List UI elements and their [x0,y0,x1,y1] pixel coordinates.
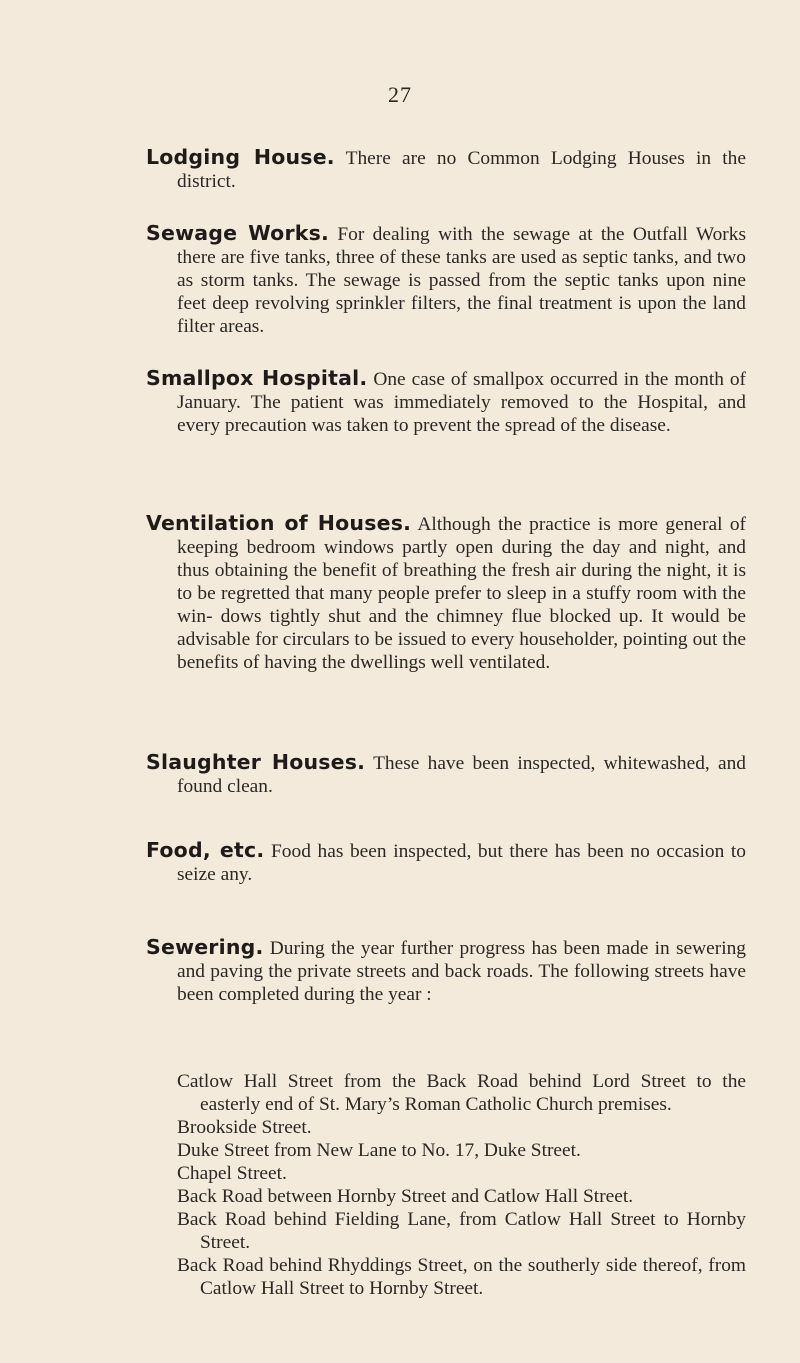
section-body [146,751,746,798]
list-item: Catlow Hall Street from the Back Road behind Lord Street to the easterly end of St. Mary’s Roman Catholic Church premises. [177,1071,746,1115]
list-item: Back Road between Hornby Street and Catlow Hall Street. [177,1186,634,1207]
completed-streets-list [177,1070,746,1300]
section-text: Although the practice is more general of keeping bedroom windows partly open during the day and night, and thus obtaining the benefit of breathing the fresh air during the night, it is to be regretted that many people prefer to sleep in a stuffy room with the win- dows tightly shut and the chimney flue blocked up. It would be advisable for circulars to be issued to every householder, pointing out the benefits of having the dwellings well ventilated. [177,514,746,673]
section-body [146,222,746,338]
section-body [146,839,746,886]
section-lodging-house [146,146,746,193]
section-heading: Sewering. [146,935,264,959]
page-number: 27 [388,82,412,107]
list-item: Brookside Street. [177,1117,312,1138]
section-heading: Smallpox Hospital. [146,366,368,390]
section-heading: Sewage Works. [146,221,329,245]
section-body [146,146,746,193]
section-heading: Slaughter Houses. [146,750,366,774]
section-heading: Food, etc. [146,838,265,862]
section-body [146,512,746,674]
section-text: Food has been inspected, but there has been no occasion to seize any. [177,841,746,885]
section-text: There are no Common Lodging Houses in the district. [177,148,746,192]
section-sewering [146,936,746,1006]
section-heading: Lodging House. [146,145,335,169]
list-item: Back Road behind Rhyddings Street, on the southerly side thereof, from Catlow Hall Street to Hornby Street. [177,1255,746,1299]
section-food-etc [146,839,746,886]
section-slaughter-houses [146,751,746,798]
section-ventilation-of-houses [146,512,746,674]
section-smallpox-hospital [146,367,746,437]
list-item: Chapel Street. [177,1163,287,1184]
section-text: During the year further progress has been made in sewering and paving the private streets and back roads. The following streets have been completed during the year : [177,938,746,1005]
list-item: Back Road behind Fielding Lane, from Catlow Hall Street to Hornby Street. [177,1209,746,1253]
section-heading: Ventilation of Houses. [146,511,412,535]
section-body [146,367,746,437]
section-body [146,936,746,1006]
list-item: Duke Street from New Lane to No. 17, Duke Street. [177,1140,581,1161]
section-text: One case of smallpox occurred in the month of January. The patient was immediately removed to the Hospital, and every precaution was taken to prevent the spread of the disease. [177,369,746,436]
section-text: For dealing with the sewage at the Outfall Works there are five tanks, three of these tanks are used as septic tanks, and two as storm tanks. The sewage is passed from the septic tanks upon nine feet deep revolving sprinkler filters, the final treatment is upon the land filter areas. [177,224,746,337]
section-sewage-works [146,222,746,338]
section-text: These have been inspected, whitewashed, and found clean. [177,753,746,797]
